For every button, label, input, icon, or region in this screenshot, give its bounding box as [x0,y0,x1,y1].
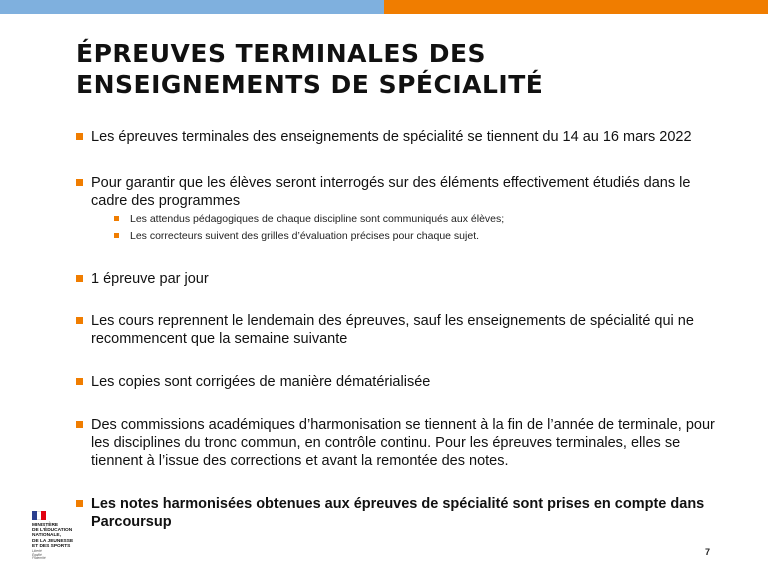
bullet-text: Les cours reprennent le lendemain des épreuves, sauf les enseignements de spécialité qui ne recommencent que la semaine suivante [91,313,694,347]
page-number: 7 [705,547,711,557]
motto-line: Fraternité [32,556,46,561]
orange-square-subbullet-icon [114,233,119,238]
ministry-name-line: DE LA JEUNESSE [32,538,74,544]
top-color-bar [0,0,768,14]
sub-bullet-item [76,229,726,243]
orange-square-bullet-icon [76,500,83,507]
bullet-text: Les épreuves terminales des enseignements de spécialité se tiennent du 14 au 16 mars 2022 [91,129,692,145]
orange-square-subbullet-icon [114,216,119,221]
ministry-name-line: DE L’ÉDUCATION [32,528,73,534]
slide-title [76,38,716,100]
motto-line: Liberté [32,549,42,554]
slide-title-line-1: ÉPREUVES TERMINALES DES [76,39,487,68]
bullet-text: Des commissions académiques d’harmonisation se tiennent à la fin de l’année de terminale, pour les disciplines du tronc commun, en contrôle continu. Pour les épreuves terminales, elles se tiennent à l’issue des corrections et avant la remontée des notes. [91,417,715,469]
ministry-name [32,523,92,549]
ministry-name-line: ET DES SPORTS [32,543,71,549]
orange-square-bullet-icon [76,179,83,186]
bullet-item [76,373,726,391]
bullet-item [76,128,726,146]
orange-square-bullet-icon [76,421,83,428]
sub-bullet-item [76,212,726,226]
top-bar-orange [384,0,768,14]
top-bar-blue [0,0,384,14]
slide-title-line-2: ENSEIGNEMENTS DE SPÉCIALITÉ [76,70,544,99]
sub-bullet-text: Les attendus pédagogiques de chaque discipline sont communiqués aux élèves; [130,213,505,225]
bullet-text: Pour garantir que les élèves seront interrogés sur des éléments effectivement étudiés dans le cadre des programmes [91,175,691,209]
sub-bullet-text: Les correcteurs suivent des grilles d’évaluation précises pour chaque sujet. [130,230,480,242]
orange-square-bullet-icon [76,133,83,140]
slide-content [76,128,726,531]
bullet-item [76,416,726,470]
bullet-text: Les notes harmonisées obtenues aux épreuves de spécialité sont prises en compte dans Parcoursup [91,496,705,530]
orange-square-bullet-icon [76,317,83,324]
ministry-name-line: NATIONALE, [32,533,61,539]
bullet-item [76,174,726,210]
bullet-text: 1 épreuve par jour [91,271,209,287]
ministry-logo [32,511,92,561]
bullet-text: Les copies sont corrigées de manière dématérialisée [91,374,431,390]
motto-line: Égalité [32,552,42,557]
bullet-item [76,270,726,288]
bullet-item [76,495,726,531]
ministry-name-line: MINISTÈRE [32,523,59,528]
orange-square-bullet-icon [76,378,83,385]
bullet-item [76,312,726,348]
republic-motto [32,550,92,561]
orange-square-bullet-icon [76,275,83,282]
french-flag-icon [32,511,46,520]
